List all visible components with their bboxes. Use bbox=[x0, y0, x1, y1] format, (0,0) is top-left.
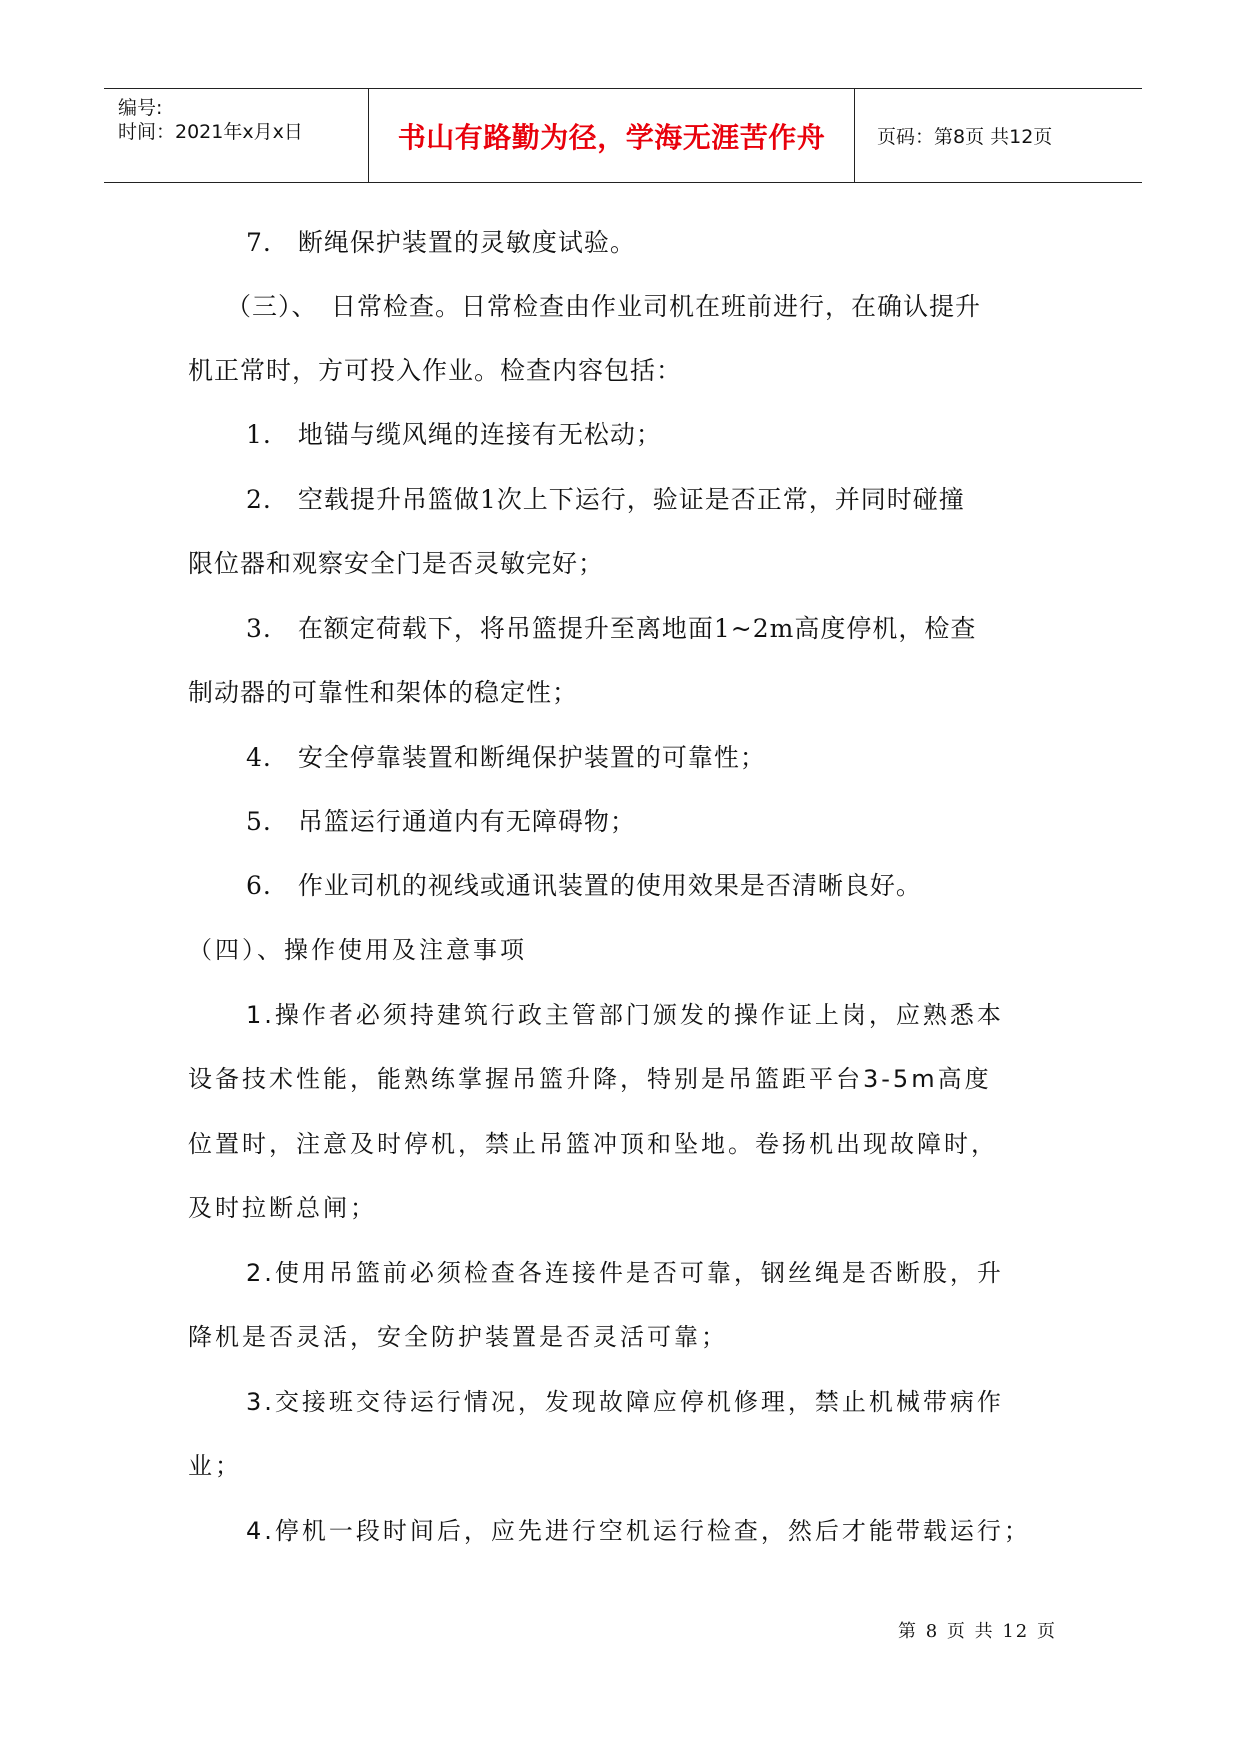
body-line: 制动器的可靠性和架体的稳定性； bbox=[188, 678, 579, 707]
page-header bbox=[104, 88, 1142, 183]
page-footer: 第 8 页 共 12 页 bbox=[898, 1621, 1057, 1642]
body-line: 限位器和观察安全门是否灵敏完好； bbox=[188, 549, 605, 578]
header-page-info: 页码：第8页 共12页 bbox=[877, 126, 1053, 148]
body-line: 2.使用吊篮前必须检查各连接件是否可靠，钢丝绳是否断股，升 bbox=[246, 1259, 1004, 1287]
body-line: 3.交接班交待运行情况，发现故障应停机修理，禁止机械带病作 bbox=[246, 1388, 1004, 1416]
header-motto-cell bbox=[368, 89, 855, 182]
body-line: 设备技术性能，能熟练掌握吊篮升降，特别是吊篮距平台3-5m高度 bbox=[188, 1065, 992, 1093]
header-meta-cell bbox=[104, 89, 368, 182]
document-number-label: 编号: bbox=[118, 97, 163, 119]
body-line: 3. 在额定荷载下，将吊篮提升至离地面1~2m高度停机，检查 bbox=[246, 614, 977, 643]
body-line: 5. 吊篮运行通道内有无障碍物； bbox=[246, 807, 636, 836]
section-heading: （四）、操作使用及注意事项 bbox=[188, 936, 527, 964]
body-line: 业； bbox=[188, 1452, 242, 1480]
body-line: 及时拉断总闸； bbox=[188, 1194, 377, 1222]
body-line: 机正常时，方可投入作业。检查内容包括： bbox=[188, 356, 683, 385]
header-page-cell bbox=[855, 89, 1142, 182]
body-line: 1. 地锚与缆风绳的连接有无松动； bbox=[246, 420, 662, 449]
body-line: 4. 安全停靠装置和断绳保护装置的可靠性； bbox=[246, 743, 766, 772]
body-line: 7. 断绳保护装置的灵敏度试验。 bbox=[246, 228, 636, 257]
body-line: 4.停机一段时间后，应先进行空机运行检查，然后才能带载运行； bbox=[246, 1517, 1031, 1545]
body-line: 位置时，注意及时停机，禁止吊篮冲顶和坠地。卷扬机出现故障时， bbox=[188, 1130, 998, 1158]
document-time-label: 时间：2021年x月x日 bbox=[118, 121, 303, 143]
body-line: 降机是否灵活，安全防护装置是否灵活可靠； bbox=[188, 1323, 728, 1351]
body-line: 6. 作业司机的视线或通讯装置的使用效果是否清晰良好。 bbox=[246, 871, 922, 900]
body-line: 2. 空载提升吊篮做1次上下运行，验证是否正常，并同时碰撞 bbox=[246, 485, 965, 514]
body-line: （三）、 日常检查。日常检查由作业司机在班前进行，在确认提升 bbox=[226, 292, 982, 321]
header-motto: 书山有路勤为径，学海无涯苦作舟 bbox=[397, 120, 826, 154]
body-line: 1.操作者必须持建筑行政主管部门颁发的操作证上岗，应熟悉本 bbox=[246, 1001, 1004, 1029]
